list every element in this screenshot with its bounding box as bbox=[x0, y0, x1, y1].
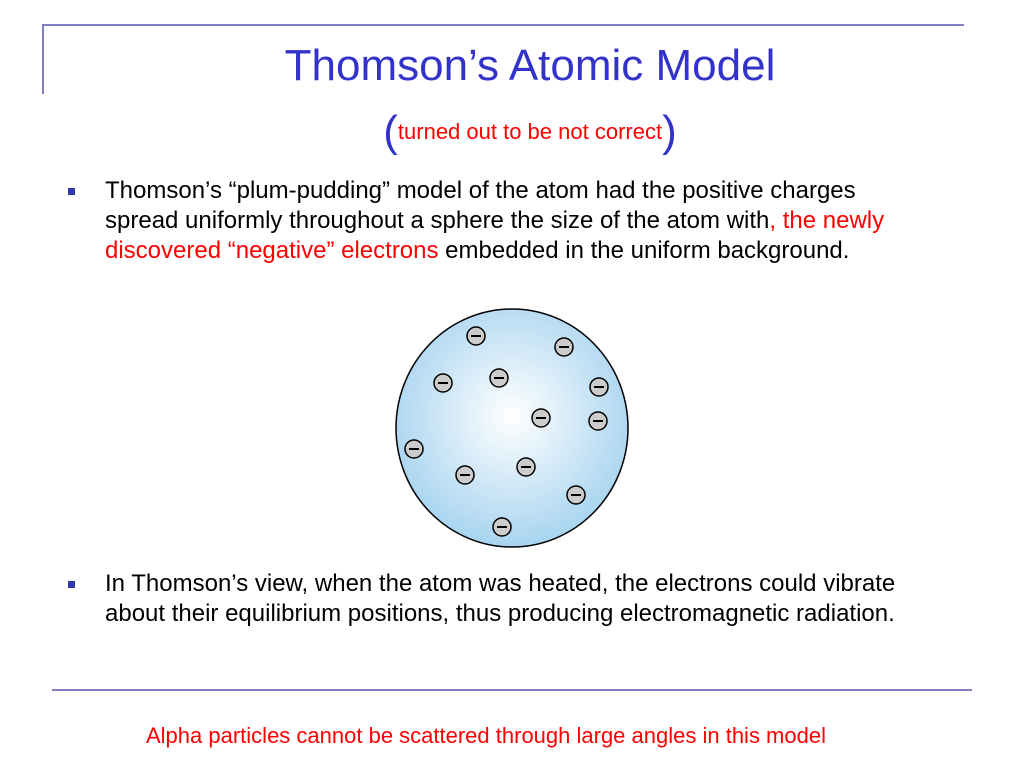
bullet-item-heated-atom bbox=[68, 569, 928, 629]
subtitle-text: turned out to be not correct bbox=[397, 119, 663, 144]
subtitle-open-paren: ( bbox=[383, 107, 398, 156]
bullet-segment: embedded in the uniform background. bbox=[438, 237, 850, 264]
slide-subtitle bbox=[0, 108, 1024, 156]
atom-diagram bbox=[392, 306, 632, 550]
footnote-text: Alpha particles cannot be scattered through large angles in this model bbox=[146, 723, 826, 748]
bullet-text bbox=[105, 176, 925, 266]
slide-frame-top-rule bbox=[42, 24, 964, 26]
bullet-segment: In Thomson’s view, when the atom was heated, the electrons could vibrate about their equilibrium positions, thus producing electromagnetic radiation. bbox=[105, 570, 896, 627]
bullet-text bbox=[105, 569, 925, 629]
bullet-segment-highlight: , the newly discovered “negative” electrons bbox=[105, 207, 885, 264]
bullet-segment: Thomson’s “plum-pudding” model of the atom had the positive charges spread uniformly throughout a sphere the size of the atom with bbox=[105, 177, 856, 234]
footer-divider bbox=[52, 689, 972, 691]
slide-title: Thomson’s Atomic Model bbox=[284, 41, 776, 90]
square-bullet-icon bbox=[68, 581, 75, 588]
subtitle-close-paren: ) bbox=[662, 107, 677, 156]
bullet-item-plum-pudding bbox=[68, 176, 928, 266]
square-bullet-icon bbox=[68, 188, 75, 195]
